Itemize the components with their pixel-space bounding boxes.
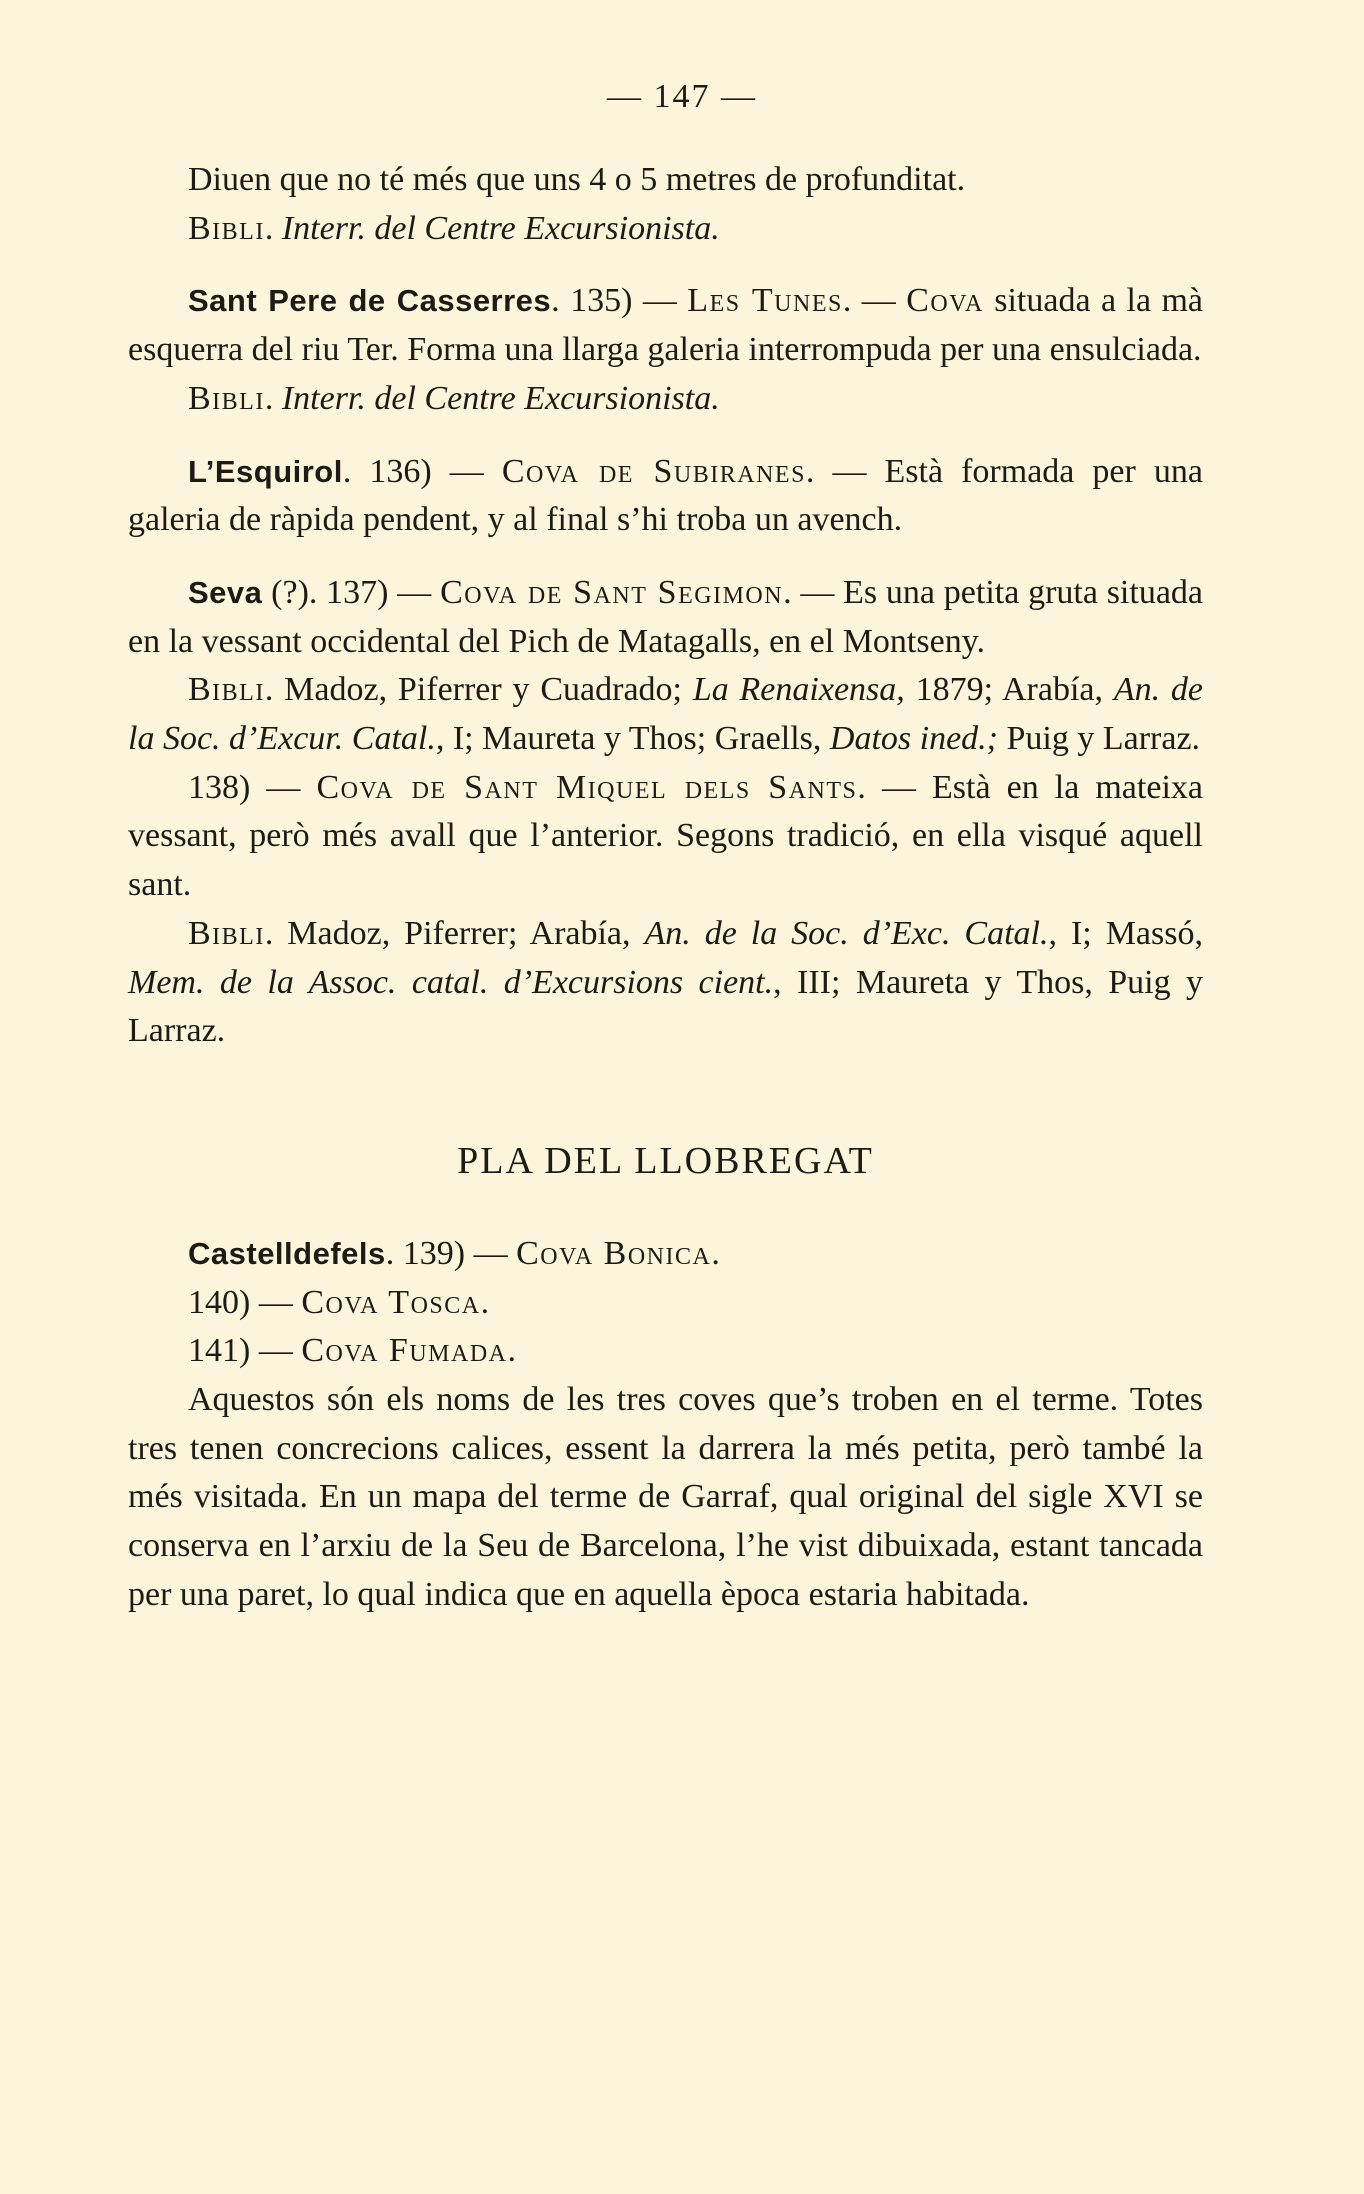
section-heading: PLA DEL LLOBREGAT bbox=[457, 1139, 874, 1182]
entry-cova-de-sant-segimon: Seva (?). 137) — Cova de Sant Segimon. — Es una petita gruta situada en la vessant occidental del Pich de Matagalls, en el Montseny. bbox=[128, 573, 1204, 660]
bibliography-sant-segimon: Bibli. Madoz, Piferrer y Cuadrado; La Renaixensa, 1879; Arabía, An. de la Soc. d’Excur. Catal., I; Maureta y Thos; Graells, Datos ined.; Puig y Larraz. bbox=[128, 671, 1203, 758]
bibliography-centre-1: Bibli. Interr. del Centre Excursionista. bbox=[188, 209, 720, 247]
entry-cova-bonica: Castelldefels. 139) — Cova Bonica. bbox=[188, 1234, 720, 1272]
entry-cova-de-sant-miquel: 138) — Cova de Sant Miquel dels Sants. — Està en la mateixa vessant, però més avall que l’anterior. Segons tradició, en ella visqué aquell sant. bbox=[128, 768, 1203, 904]
entry-cova-de-subiranes: L’Esquirol. 136) — Cova de Subiranes. — Està formada per una galeria de ràpida pendent, y al final s’hi troba un avench. bbox=[128, 452, 1203, 539]
page-number: — 147 — bbox=[607, 78, 757, 115]
paragraph-profunditat: Diuen que no té més que uns 4 o 5 metres de profunditat. bbox=[188, 161, 966, 198]
bibliography-centre-2: Bibli. Interr. del Centre Excursionista. bbox=[188, 379, 720, 417]
bibliography-sant-miquel: Bibli. Madoz, Piferrer; Arabía, An. de la Soc. d’Exc. Catal., I; Massó, Mem. de la Assoc. catal. d’Excursions cient., III; Maureta y Thos, Puig y Larraz. bbox=[128, 914, 1203, 1050]
page-text bbox=[128, 156, 1203, 1620]
paragraph-castelldefels-caves: Aquestos són els noms de les tres coves que’s troben en el terme. Totes tres tenen concrecions calices, essent la darrera la més petita, però també la més visitada. En un mapa del terme de Garraf, qual original del sigle XVI se conserva en l’arxiu de la Seu de Barcelona, l’he vist dibuixada, estant tancada per una paret, lo qual indica que en aquella època estaria habitada. bbox=[128, 1381, 1203, 1613]
entry-les-tunes: Sant Pere de Casserres. 135) — Les Tunes. — Cova situada a la mà esquerra del riu Ter. Forma una llarga galeria interrompuda per una ensulciada. bbox=[128, 282, 1204, 369]
entry-cova-tosca: 140) — Cova Tosca. bbox=[188, 1283, 490, 1321]
entry-cova-fumada: 141) — Cova Fumada. bbox=[188, 1332, 516, 1370]
